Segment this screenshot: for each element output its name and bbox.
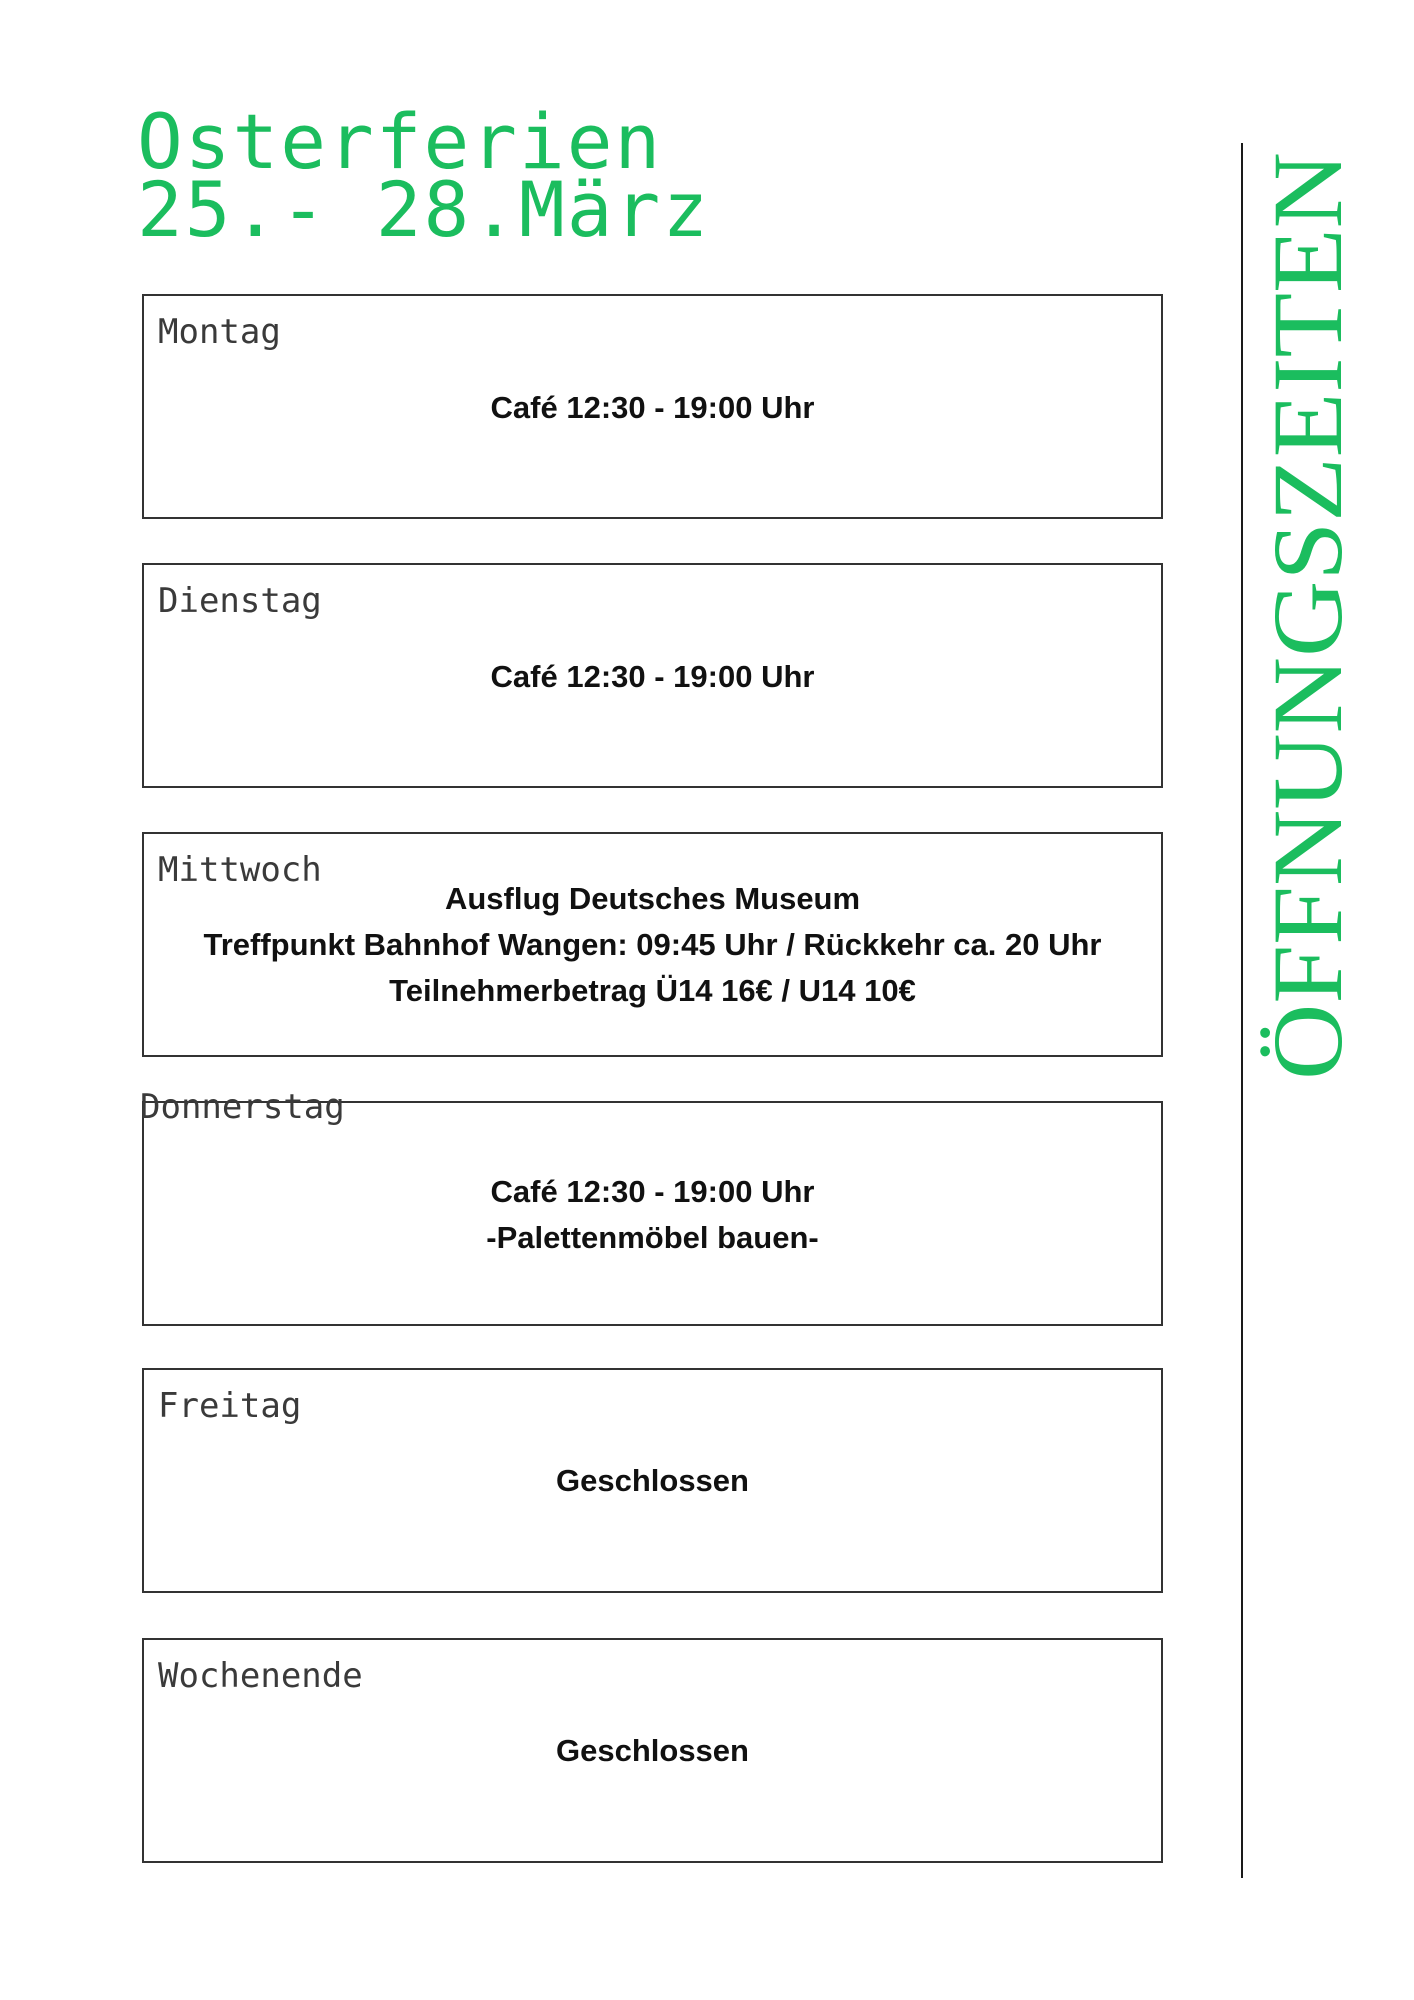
vertical-divider [1241,143,1243,1878]
schedule-line: Teilnehmerbetrag Ü14 16€ / U14 10€ [389,973,916,1008]
schedule-card-monday [142,294,1163,519]
title-line-holiday: Osterferien [137,97,663,186]
schedule-line: -Palettenmöbel bauen- [486,1220,819,1255]
page-title [137,97,711,254]
schedule-content [144,876,1161,1014]
schedule-content [144,385,1161,431]
title-line-dates: 25.- 28.März [137,165,711,254]
schedule-content [144,1728,1161,1774]
schedule-line: Café 12:30 - 19:00 Uhr [490,390,815,425]
schedule-card-thursday [140,1087,1163,1326]
schedule-card-wednesday [142,832,1163,1057]
schedule-content [144,1458,1161,1504]
vertical-heading-text: ÖFFNUNGSZEITEN [1252,202,1363,1080]
schedule-line: Ausflug Deutsches Museum [444,881,861,916]
schedule-content [144,654,1161,700]
schedule-line: Café 12:30 - 19:00 Uhr [490,659,815,694]
schedule-line: Café 12:30 - 19:00 Uhr [490,1174,815,1209]
schedule-line: Geschlossen [556,1733,749,1768]
vertical-heading [1252,147,1363,1082]
schedule-card-friday [142,1368,1163,1593]
day-label: Mittwoch [158,850,322,890]
schedule-content [144,1169,1161,1261]
day-label: Donnerstag [140,1087,345,1127]
day-label: Freitag [158,1386,302,1426]
day-label: Montag [158,312,281,352]
day-label: Dienstag [158,581,322,621]
schedule-card-tuesday [142,563,1163,788]
schedule-card-weekend [142,1638,1163,1863]
schedule-line: Treffpunkt Bahnhof Wangen: 09:45 Uhr / Rückkehr ca. 20 Uhr [203,927,1102,962]
day-label: Wochenende [158,1656,363,1696]
schedule-line: Geschlossen [556,1463,749,1498]
